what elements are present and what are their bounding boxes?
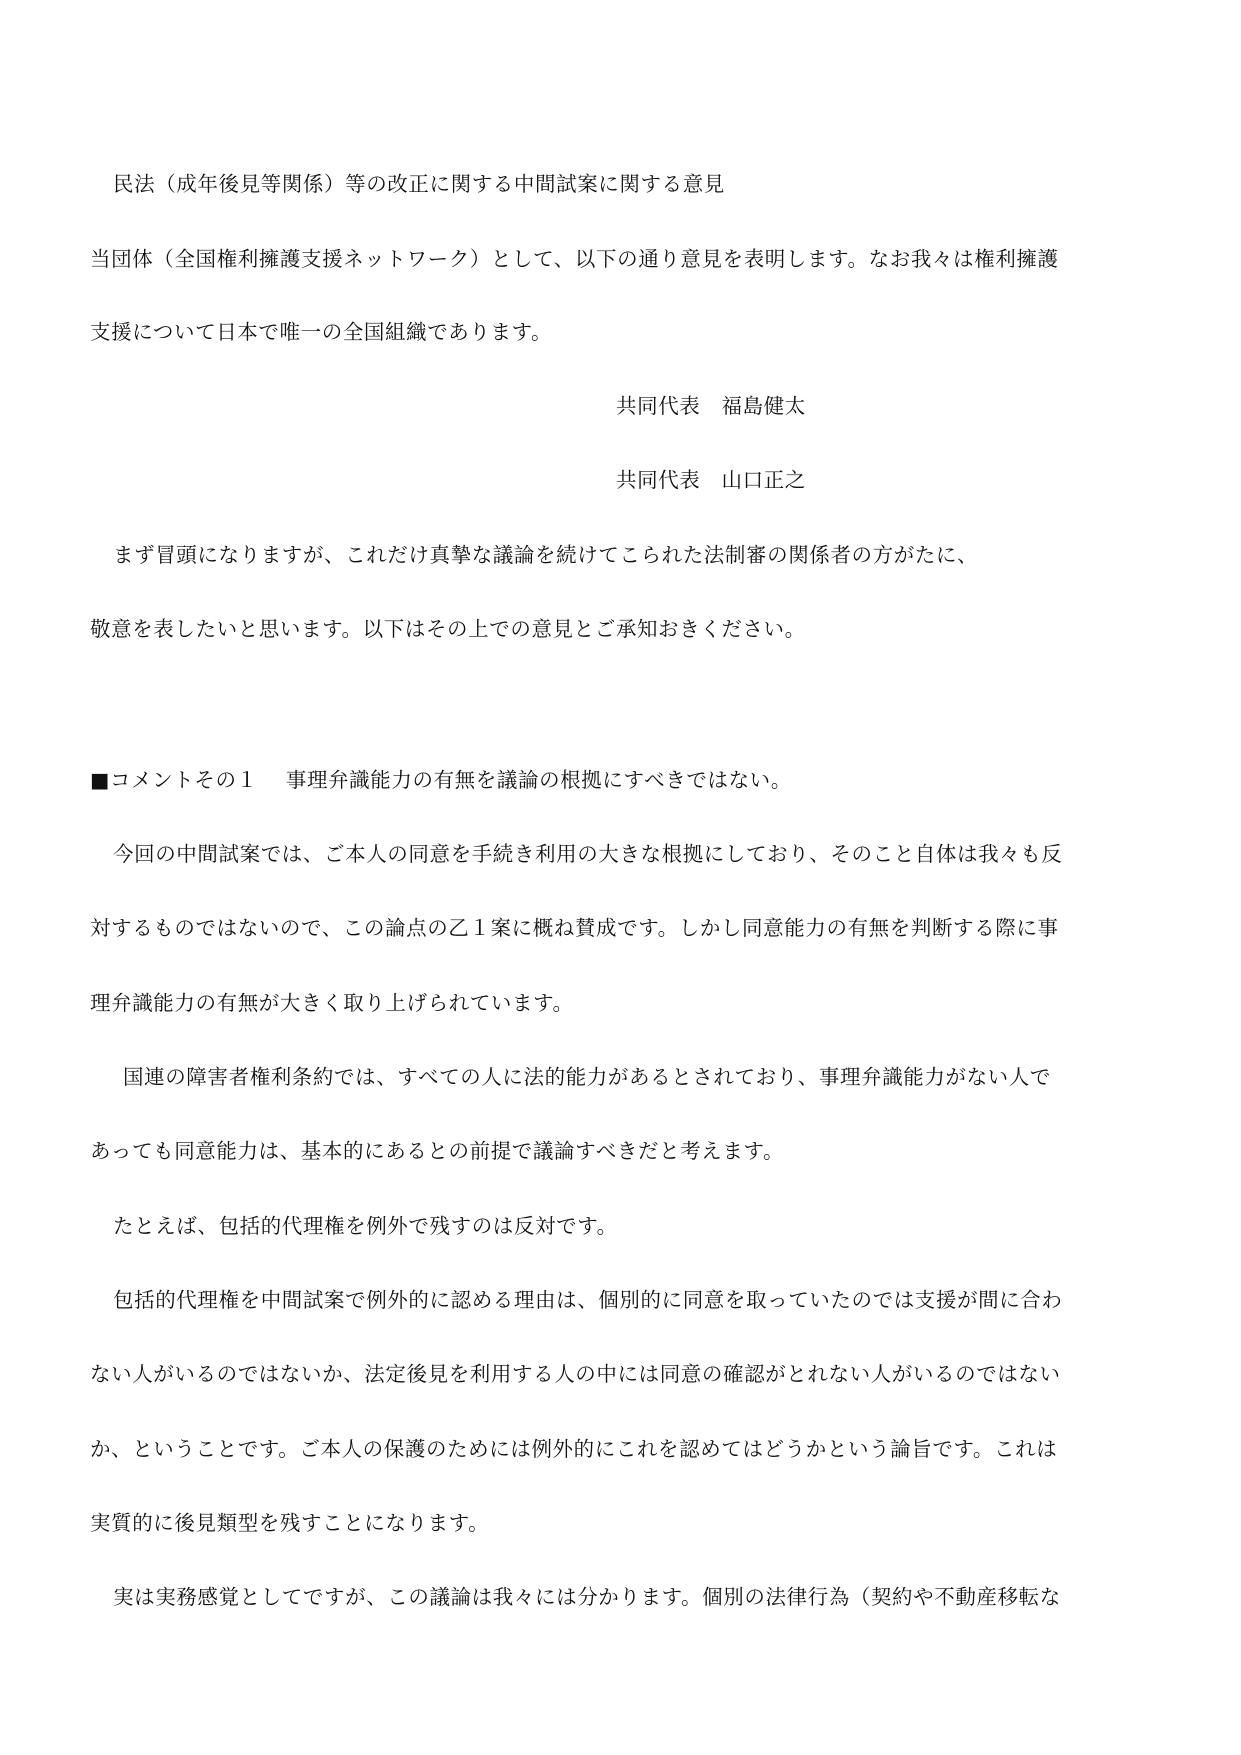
signatory-2: 共同代表 山口正之 bbox=[616, 468, 806, 492]
para1-line-2: 対するものではないので、この論点の乙１案に概ね賛成です。しかし同意能力の有無を判断する際に事 bbox=[90, 916, 1059, 940]
para4-line-2: ない人がいるのではないか、法定後見を利用する人の中には同意の確認がとれない人がいるのではない bbox=[90, 1362, 1061, 1386]
intro-line-2: 支援について日本で唯一の全国組織であります。 bbox=[90, 320, 553, 344]
para4-line-3: か、ということです。ご本人の保護のためには例外的にこれを認めてはどうかという論旨です。これは bbox=[90, 1437, 1058, 1461]
preface-line-1: まず冒頭になりますが、これだけ真摯な議論を続けてこられた法制審の関係者の方がたに、 bbox=[113, 543, 979, 567]
signatory-1: 共同代表 福島健太 bbox=[616, 394, 806, 418]
preface-line-2: 敬意を表したいと思います。以下はその上での意見とご承知おきください。 bbox=[90, 617, 806, 641]
comment1-heading: ■コメントその１ 事理弁識能力の有無を議論の根拠にすべきではない。 bbox=[90, 768, 792, 792]
intro-line-1: 当団体（全国権利擁護支援ネットワーク）として、以下の通り意見を表明します。なお我々は権利擁護 bbox=[90, 247, 1059, 271]
document-title: 民法（成年後見等関係）等の改正に関する中間試案に関する意見 bbox=[113, 172, 725, 196]
para4-line-1: 包括的代理権を中間試案で例外的に認める理由は、個別的に同意を取っていたのでは支援が間に合わ bbox=[113, 1288, 1063, 1312]
para2-line-2: あっても同意能力は、基本的にあるとの前提で議論すべきだと考えます。 bbox=[90, 1139, 785, 1163]
para2-line-1: 国連の障害者権利条約では、すべての人に法的能力があるとされており、事理弁識能力がない人で bbox=[123, 1065, 1051, 1089]
para5-line-1: 実は実務感覚としてですが、この議論は我々には分かります。個別の法律行為（契約や不動産移転な bbox=[113, 1585, 1061, 1609]
para1-line-3: 理弁識能力の有無が大きく取り上げられています。 bbox=[90, 991, 574, 1015]
para1-line-1: 今回の中間試案では、ご本人の同意を手続き利用の大きな根拠にしており、そのこと自体は我々も反 bbox=[113, 842, 1063, 866]
para4-line-4: 実質的に後見類型を残すことになります。 bbox=[90, 1511, 490, 1535]
para3: たとえば、包括的代理権を例外で残すのは反対です。 bbox=[113, 1214, 618, 1238]
